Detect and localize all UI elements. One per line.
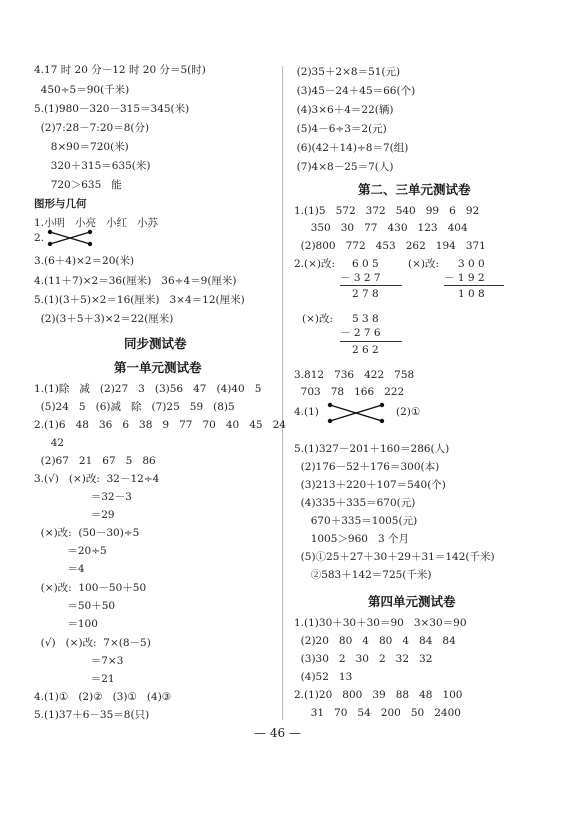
answer-line: 8×90＝720(米) (34, 141, 129, 153)
answer-line: ＝21 (34, 673, 115, 685)
answer-line: 320＋315＝635(米) (34, 160, 151, 172)
unit23-title: 第二、三单元测试卷 (358, 182, 471, 197)
vertical-calc-rule (340, 341, 402, 342)
answer-line: 5.(1)327－201＋160＝286(人) (294, 443, 450, 455)
vertical-calc-label: (×)改: (302, 313, 334, 325)
answer-line: 4.(1) (294, 406, 319, 418)
answer-line: 5.(1)37＋6－35＝8(只) (34, 709, 150, 721)
answer-line: (4)3×6＋4＝22(辆) (290, 104, 394, 116)
answer-line: (2)① (396, 406, 421, 418)
answer-line: 703 78 166 222 (294, 386, 405, 398)
answer-line: (×)改: 100－50＋50 (34, 582, 147, 594)
answer-line: 42 (34, 437, 65, 449)
answer-line: (5)①25＋27＋30＋29＋31＝142(千米) (294, 551, 495, 563)
subsection-heading: 图形与几何 (34, 198, 87, 210)
answer-line: (5)24 5 (6)减 除 (7)25 59 (8)5 (34, 401, 235, 413)
answer-line: (7)4×8－25＝7(人) (290, 161, 394, 173)
answer-line: ＝29 (34, 509, 115, 521)
answer-line: 1.(1)5 572 372 540 99 6 92 (294, 205, 480, 217)
answer-line: (3)45－24＋45＝66(个) (290, 85, 416, 97)
matching-lines-diagram (46, 228, 94, 248)
answer-line: (2)20 80 4 80 4 84 84 (294, 635, 456, 647)
vertical-calc-label: 2.(×)改: (294, 258, 336, 270)
answer-line: 3.812 736 422 758 (294, 369, 415, 381)
answer-line: 670＋335＝1005(元) (294, 515, 418, 527)
answer-line: 1.(1)除 减 (2)27 3 (3)56 47 (4)40 5 (34, 383, 262, 395)
answer-line: (6)(42＋14)÷8＝7(组) (290, 142, 409, 154)
answer-line: (2)67 21 67 5 86 (34, 455, 156, 467)
answer-line: 720＞635 能 (34, 179, 122, 191)
answer-line: 5.(1)980－320－315＝345(米) (34, 103, 190, 115)
answer-line: 450÷5＝90(千米) (34, 84, 130, 96)
answer-line: 4.17 时 20 分－12 时 20 分＝5(时) (34, 64, 206, 76)
vertical-calc-subtrahend: － 3 2 7 (340, 272, 381, 284)
vertical-calc-result: 2 7 8 (352, 288, 379, 300)
vertical-calc-subtrahend: － 1 9 2 (444, 272, 485, 284)
vertical-calc-rule (444, 285, 504, 286)
answer-line: 4.(11＋7)×2＝36(厘米) 36÷4＝9(厘米) (34, 275, 237, 287)
vertical-calc-result: 1 0 8 (458, 288, 485, 300)
answer-line: 350 30 77 430 123 404 (294, 222, 468, 234)
answer-line: (2)7:28－7:20＝8(分) (34, 122, 150, 134)
matching-lines-diagram (326, 401, 386, 425)
unit1-title: 第一单元测试卷 (114, 360, 202, 375)
section-title: 同步测试卷 (124, 336, 187, 351)
answer-line: (×)改: (50－30)÷5 (34, 527, 140, 539)
answer-line: (2)800 772 453 262 194 371 (294, 240, 486, 252)
answer-line: (4)335＋335＝670(元) (294, 497, 416, 509)
answer-line: (2)(3＋5＋3)×2＝22(厘米) (34, 313, 174, 325)
answer-line: 4.(1)① (2)② (3)① (4)③ (34, 691, 172, 703)
answer-line: (√) (×)改: 7×(8－5) (34, 637, 151, 649)
answer-line: (2)176－52＋176＝300(本) (294, 461, 440, 473)
answer-line: (5)4－6÷3＝2(元) (290, 123, 387, 135)
unit4-title: 第四单元测试卷 (368, 594, 456, 609)
vertical-calc-result: 2 6 2 (352, 344, 379, 356)
answer-line: (4)52 13 (294, 671, 353, 683)
answer-line: 3.(6＋4)×2＝20(米) (34, 255, 135, 267)
answer-line: ＝50＋50 (34, 600, 116, 612)
vertical-calc-top: 5 3 8 (352, 313, 379, 325)
answer-line: 1005＞960 3 个月 (294, 533, 409, 545)
answer-line: (3)213＋220＋107＝540(个) (294, 479, 446, 491)
answer-line: (3)30 2 30 2 32 32 (294, 653, 433, 665)
column-divider (282, 66, 283, 720)
answer-line: 1.小明 小亮 小红 小苏 (34, 217, 159, 229)
vertical-calc-top: 6 0 5 (352, 258, 379, 270)
answer-line: 2. (34, 232, 45, 244)
answer-line: 5.(1)(3＋5)×2＝16(厘米) 3×4＝12(厘米) (34, 294, 245, 306)
answer-line: ＝100 (34, 618, 98, 630)
vertical-calc-rule (340, 285, 402, 286)
answer-line: 3.(√) (×)改: 32－12÷4 (34, 473, 160, 485)
vertical-calc-subtrahend: － 2 7 6 (340, 327, 381, 339)
answer-line: 2.(1)6 48 36 6 38 9 77 70 40 45 24 (34, 419, 286, 431)
answer-line: 1.(1)30＋30＋30＝90 3×30＝90 (294, 617, 467, 629)
answer-line: (2)35＋2×8＝51(元) (290, 66, 401, 78)
vertical-calc-label: (×)改: (408, 258, 440, 270)
answer-line: ＝7×3 (34, 655, 124, 667)
answer-line: ②583＋142＝725(千米) (294, 569, 432, 581)
page-number: — 46 — (254, 726, 301, 740)
answer-line: ＝20÷5 (34, 545, 107, 557)
answer-line: ＝32－3 (34, 491, 132, 503)
answer-line: ＝4 (34, 563, 85, 575)
answer-line: 2.(1)20 800 39 88 48 100 (294, 689, 463, 701)
vertical-calc-top: 3 0 0 (458, 258, 485, 270)
answer-line: 31 70 54 200 50 2400 (294, 707, 461, 719)
